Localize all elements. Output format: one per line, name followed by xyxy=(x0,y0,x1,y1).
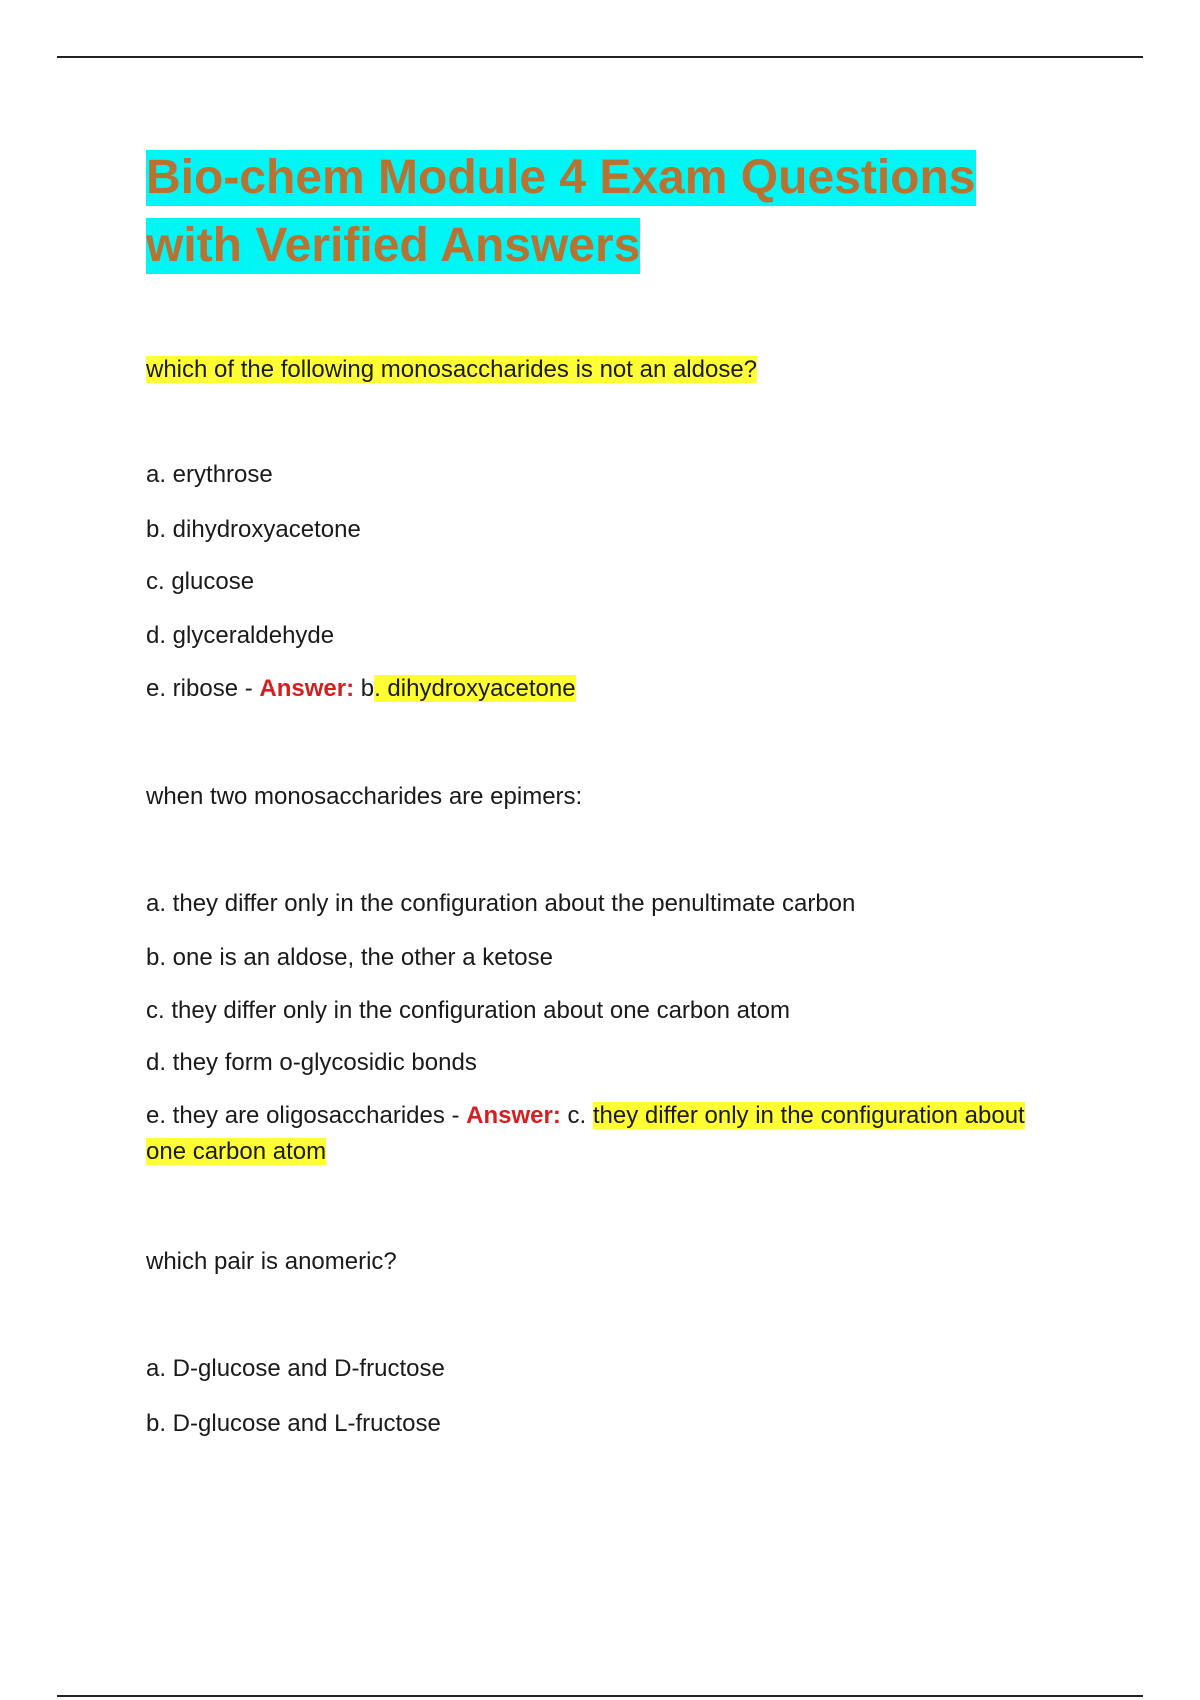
answer-text: . dihydroxyacetone xyxy=(374,675,576,702)
question-2-option-d: d. they form o-glycosidic bonds xyxy=(146,1049,477,1076)
question-1-option-b: b. dihydroxyacetone xyxy=(146,516,361,543)
header-rule xyxy=(57,56,1143,58)
question-2-option-c: c. they differ only in the configuration about one carbon atom xyxy=(146,997,790,1024)
answer-label: Answer: xyxy=(259,675,355,702)
question-2-option-a: a. they differ only in the configuration about the penultimate carbon xyxy=(146,890,856,917)
question-1-option-d: d. glyceraldehyde xyxy=(146,622,335,649)
question-1-prompt: which of the following monosaccharides is not an aldose? xyxy=(146,356,758,383)
question-1-option-a: a. erythrose xyxy=(146,461,273,488)
question-1-option-c: c. glucose xyxy=(146,568,255,595)
footer-rule xyxy=(57,1695,1143,1697)
answer-text: they differ only in the configuration about one carbon atom xyxy=(146,1102,1025,1165)
question-3-option-a: a. D-glucose and D-fructose xyxy=(146,1355,445,1382)
question-3-option-b: b. D-glucose and L-fructose xyxy=(146,1410,441,1437)
question-2-prompt: when two monosaccharides are epimers: xyxy=(146,783,583,810)
question-1-option-e: e. ribose - Answer: b. dihydroxyacetone xyxy=(146,675,576,702)
document-title: Bio-chem Module 4 Exam Questions with Verified Answers xyxy=(146,151,976,272)
question-2-option-e: e. they are oligosaccharides - Answer: c. they differ only in the configuration about one carbon atom xyxy=(146,1102,1025,1165)
answer-label: Answer: xyxy=(466,1102,561,1129)
question-2-option-b: b. one is an aldose, the other a ketose xyxy=(146,944,553,971)
question-3-prompt: which pair is anomeric? xyxy=(146,1248,397,1275)
